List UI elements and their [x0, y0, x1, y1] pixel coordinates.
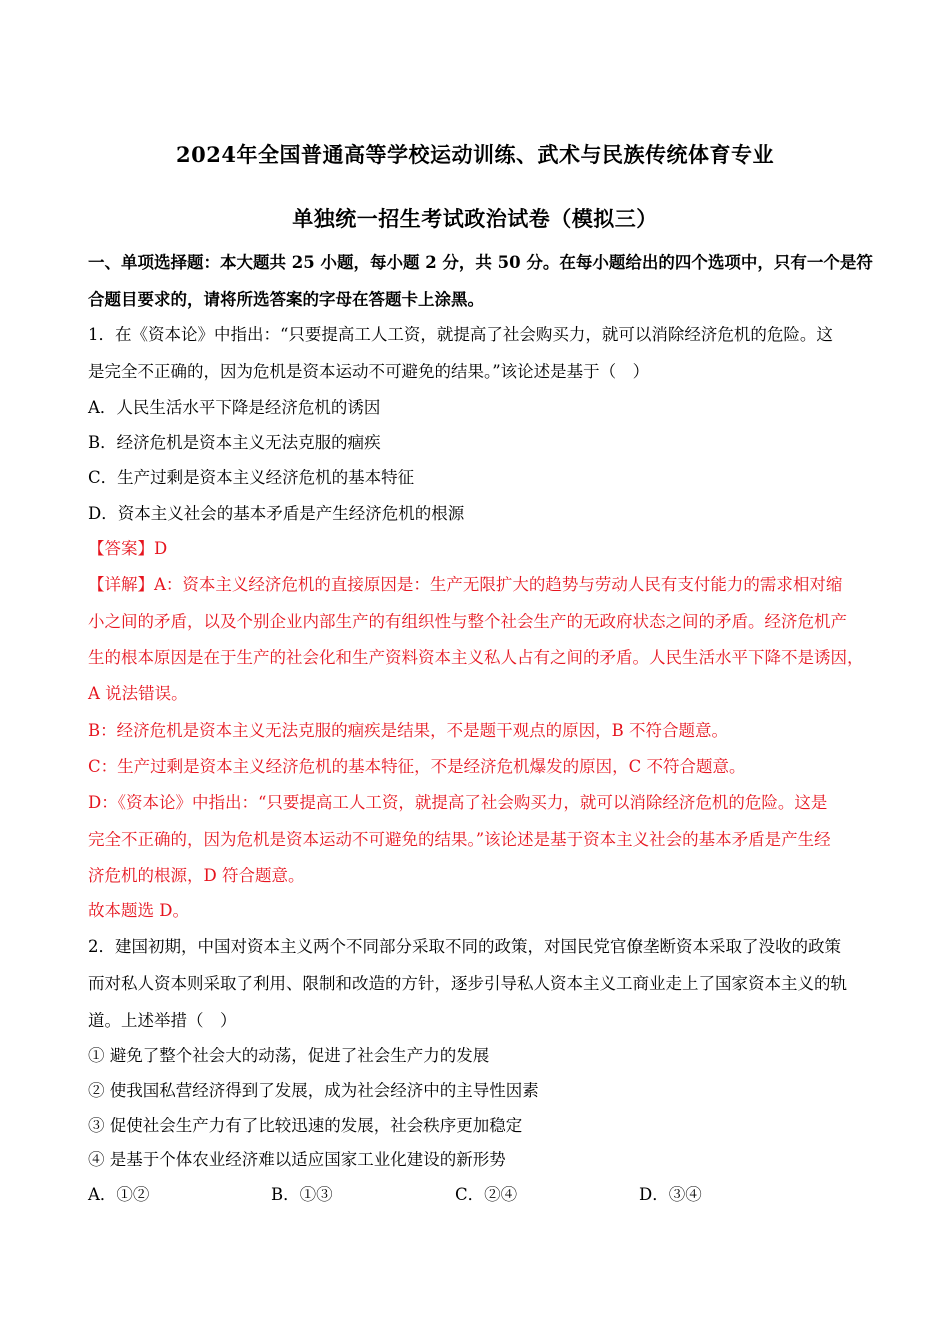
- q1-detail-line6: C：生产过剩是资本主义经济危机的基本特征，不是经济危机爆发的原因，C 不符合题意。: [88, 757, 746, 776]
- q1-detail-line9: 济危机的根源，D 符合题意。: [88, 866, 305, 885]
- q1-option-a: A．人民生活水平下降是经济危机的诱因: [88, 398, 381, 417]
- q2-statement-4: ④ 是基于个体农业经济难以适应国家工业化建设的新形势: [88, 1150, 506, 1169]
- q1-detail-line5: B：经济危机是资本主义无法克服的痼疾是结果，不是题干观点的原因，B 不符合题意。: [88, 721, 728, 740]
- q2-statement-1: ① 避免了整个社会大的动荡，促进了社会生产力的发展: [88, 1046, 490, 1065]
- q2-statement-3: ③ 促使社会生产力有了比较迅速的发展，社会秩序更加稳定: [88, 1116, 523, 1135]
- section-heading-line2: 合题目要求的，请将所选答案的字母在答题卡上涂黑。: [88, 290, 484, 309]
- q2-stem-line1: 2．建国初期，中国对资本主义两个不同部分采取不同的政策，对国民党官僚垄断资本采取了没收的政策: [88, 937, 841, 956]
- q2-stem-line2: 而对私人资本则采取了利用、限制和改造的方针，逐步引导私人资本主义工商业走上了国家资本主义的轨: [88, 974, 847, 993]
- q1-detail-line4: A 说法错误。: [88, 684, 188, 703]
- q1-detail-line7: D：《资本论》中指出：“只要提高工人工资，就提高了社会购买力，就可以消除经济危机的危险。这是: [88, 793, 828, 812]
- section-heading-line1: 一、单项选择题：本大题共 25 小题，每小题 2 分，共 50 分。在每小题给出的四个选项中，只有一个是符: [88, 253, 873, 272]
- exam-title-line1: 2024年全国普通高等学校运动训练、武术与民族传统体育专业: [176, 142, 774, 167]
- q2-option-a: A．①②: [88, 1185, 150, 1204]
- q1-detail-line1: 【详解】A：资本主义经济危机的直接原因是：生产无限扩大的趋势与劳动人民有支付能力的需求相对缩: [88, 575, 843, 594]
- q1-option-d: D．资本主义社会的基本矛盾是产生经济危机的根源: [88, 504, 465, 523]
- q1-detail-line3: 生的根本原因是在于生产的社会化和生产资料资本主义私人占有之间的矛盾。人民生活水平下降不是诱因，: [88, 648, 864, 667]
- q1-detail-line8: 完全不正确的，因为危机是资本运动不可避免的结果。”该论述是基于资本主义社会的基本矛盾是产生经: [88, 830, 831, 849]
- q1-stem-line1: 1．在《资本论》中指出：“只要提高工人工资，就提高了社会购买力，就可以消除经济危机的危险。这: [88, 325, 833, 344]
- q2-statement-2: ② 使我国私营经济得到了发展，成为社会经济中的主导性因素: [88, 1081, 539, 1100]
- q1-detail-line10: 故本题选 D。: [88, 901, 189, 920]
- q1-stem-line2: 是完全不正确的，因为危机是资本运动不可避免的结果。”该论述是基于（ ）: [88, 362, 650, 381]
- q1-answer: 【答案】D: [88, 539, 168, 558]
- q2-option-d: D．③④: [639, 1185, 702, 1204]
- q2-option-c: C．②④: [455, 1185, 518, 1204]
- q1-detail-line2: 小之间的矛盾，以及个别企业内部生产的有组织性与整个社会生产的无政府状态之间的矛盾。经济危机产: [88, 612, 847, 631]
- exam-title-line2: 单独统一招生考试政治试卷（模拟三）: [292, 206, 658, 231]
- q2-stem-line3: 道。上述举措（ ）: [88, 1011, 237, 1030]
- q1-option-c: C．生产过剩是资本主义经济危机的基本特征: [88, 468, 415, 487]
- q1-option-b: B．经济危机是资本主义无法克服的痼疾: [88, 433, 381, 452]
- q2-option-b: B．①③: [271, 1185, 333, 1204]
